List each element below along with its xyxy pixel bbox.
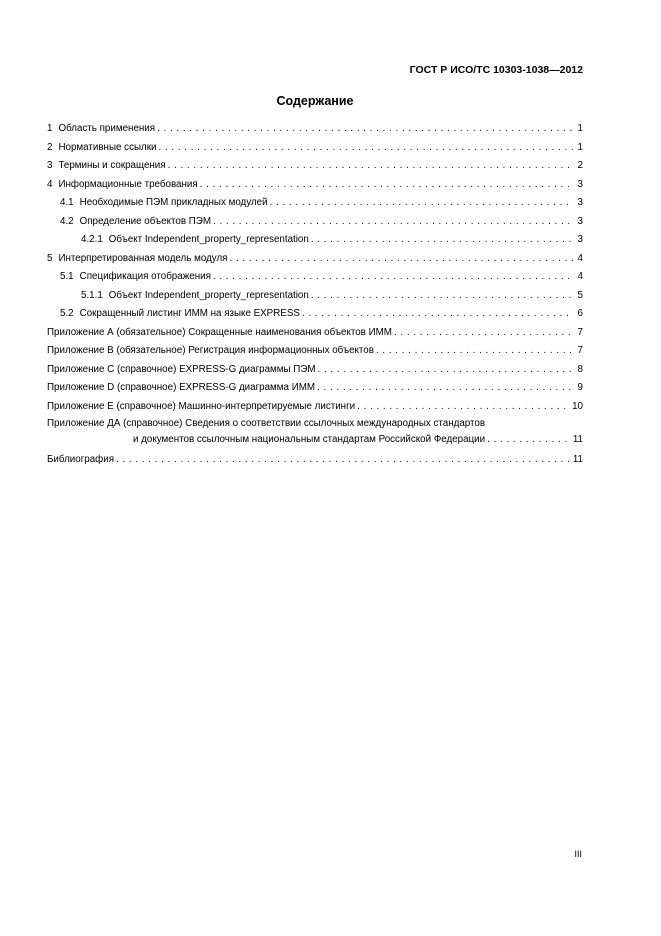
toc-entry-page: 7 [577,345,583,356]
toc-entry[interactable] [47,157,583,176]
toc-entry-page: 2 [577,160,583,171]
toc-entry-number: 4.2 [60,215,74,227]
toc-title: Содержание [276,94,354,108]
dot-leader [270,194,573,213]
toc-entry-title: Объект Independent_property_representation [108,234,309,245]
toc-entry-title: Приложение В (обязательное) Регистрация информационных объектов [47,345,374,356]
toc-entry-title: Область применения [58,123,156,134]
toc-entry-page: 3 [577,215,583,227]
dot-leader [159,139,574,158]
toc-entry-number: 5.1 [60,271,74,282]
toc-entry-page: 11 [572,453,583,465]
toc-entry-number: 3 [47,160,53,171]
toc-entry-title: Определение объектов ПЭМ [79,215,211,227]
toc-entry[interactable] [47,305,583,324]
dot-leader [394,324,573,343]
dot-leader [302,305,573,324]
toc-entry-title: Нормативные ссылки [58,141,157,153]
dot-leader [318,361,573,380]
toc-entry-title: Приложение А (обязательное) Сокращенные наименования объектов ИММ [47,326,392,338]
dot-leader [311,287,573,306]
toc-entry-bibliography[interactable] [47,451,583,470]
dot-leader [168,157,573,176]
toc-entry-number: 4.2.1 [81,234,103,245]
toc-entry-title: Необходимые ПЭМ прикладных модулей [79,197,268,208]
dot-leader [200,176,573,195]
toc-entry-page: 4 [577,271,583,282]
toc-entry-number: 4.1 [60,197,74,208]
standard-code: ГОСТ Р ИСО/ТС 10303-1038—2012 [409,64,583,76]
page-number: III [574,849,582,859]
toc-entry-page: 8 [577,363,583,375]
toc-entry-page: 4 [577,252,583,264]
toc-entry-annex-b[interactable] [47,342,583,361]
dot-leader [157,120,573,139]
toc-entry-page: 1 [577,141,583,153]
toc-entry-annex-a[interactable] [47,324,583,343]
toc-entry-title: Информационные требования [58,178,198,190]
toc-entry-number: 5.2 [60,308,74,319]
toc-entry-page: 3 [577,178,583,190]
toc-entry-page: 10 [572,400,583,412]
toc-entry[interactable] [47,120,583,139]
dot-leader [213,268,573,287]
toc-entry-page: 9 [577,382,583,393]
dot-leader [357,398,570,417]
toc-entry-title: Объект Independent_property_representation [108,289,309,301]
toc-entry-title: Приложение С (справочное) EXPRESS-G диаграммы ПЭМ [47,363,316,375]
toc-entry-title: Интерпретированная модель модуля [58,252,228,264]
dot-leader [317,379,573,398]
toc-entry-page: 6 [577,308,583,319]
dot-leader [311,231,573,250]
toc-entry-annex-e[interactable] [47,398,583,417]
toc-entry-title: Приложение ДА (справочное) Сведения о соответствии ссылочных международных стандартов [47,418,486,429]
dot-leader [376,342,573,361]
dot-leader [116,451,571,470]
toc-entry-page: 7 [577,326,583,338]
toc-entry[interactable] [47,194,583,213]
dot-leader [213,213,573,232]
toc-entry-page: 1 [577,123,583,134]
toc-entry[interactable] [47,250,583,269]
toc-entry-number: 1 [47,123,53,134]
toc-entry-annex-d[interactable] [47,379,583,398]
toc-entry-annex-da-continuation[interactable] [47,432,583,448]
toc-entry-annex-da[interactable] [47,416,583,432]
toc-entry-page: 3 [577,234,583,245]
toc-entry-title: Библиография [47,453,115,465]
toc-entry-number: 2 [47,141,53,153]
toc-entry-title: Приложение D (справочное) EXPRESS-G диаграмма ИММ [47,382,316,393]
toc-entry-title-continuation: и документов ссылочным национальным стандартам Российской Федерации [133,434,486,445]
toc-entry[interactable] [47,287,583,306]
toc-entry-title: Приложение Е (справочное) Машинно-интерпретируемые листинги [47,400,356,412]
toc-entry[interactable] [47,213,583,232]
toc-entry[interactable] [47,139,583,158]
toc-entry-title: Спецификация отображения [79,271,211,282]
toc-entry-number: 5.1.1 [81,289,103,301]
toc-entry-number: 4 [47,178,53,190]
toc-entry-page: 3 [577,197,583,208]
toc-entry-title: Термины и сокращения [58,160,166,171]
toc-entry-number: 5 [47,252,53,264]
toc-entry[interactable] [47,231,583,250]
toc-entry-page: 5 [577,289,583,301]
dot-leader [230,250,574,269]
table-of-contents [47,120,583,469]
toc-entry-title: Сокращенный листинг ИММ на языке EXPRESS [79,308,300,319]
toc-entry[interactable] [47,268,583,287]
dot-leader [487,432,571,448]
toc-entry[interactable] [47,176,583,195]
toc-entry-page: 11 [572,434,583,445]
toc-entry-annex-c[interactable] [47,361,583,380]
